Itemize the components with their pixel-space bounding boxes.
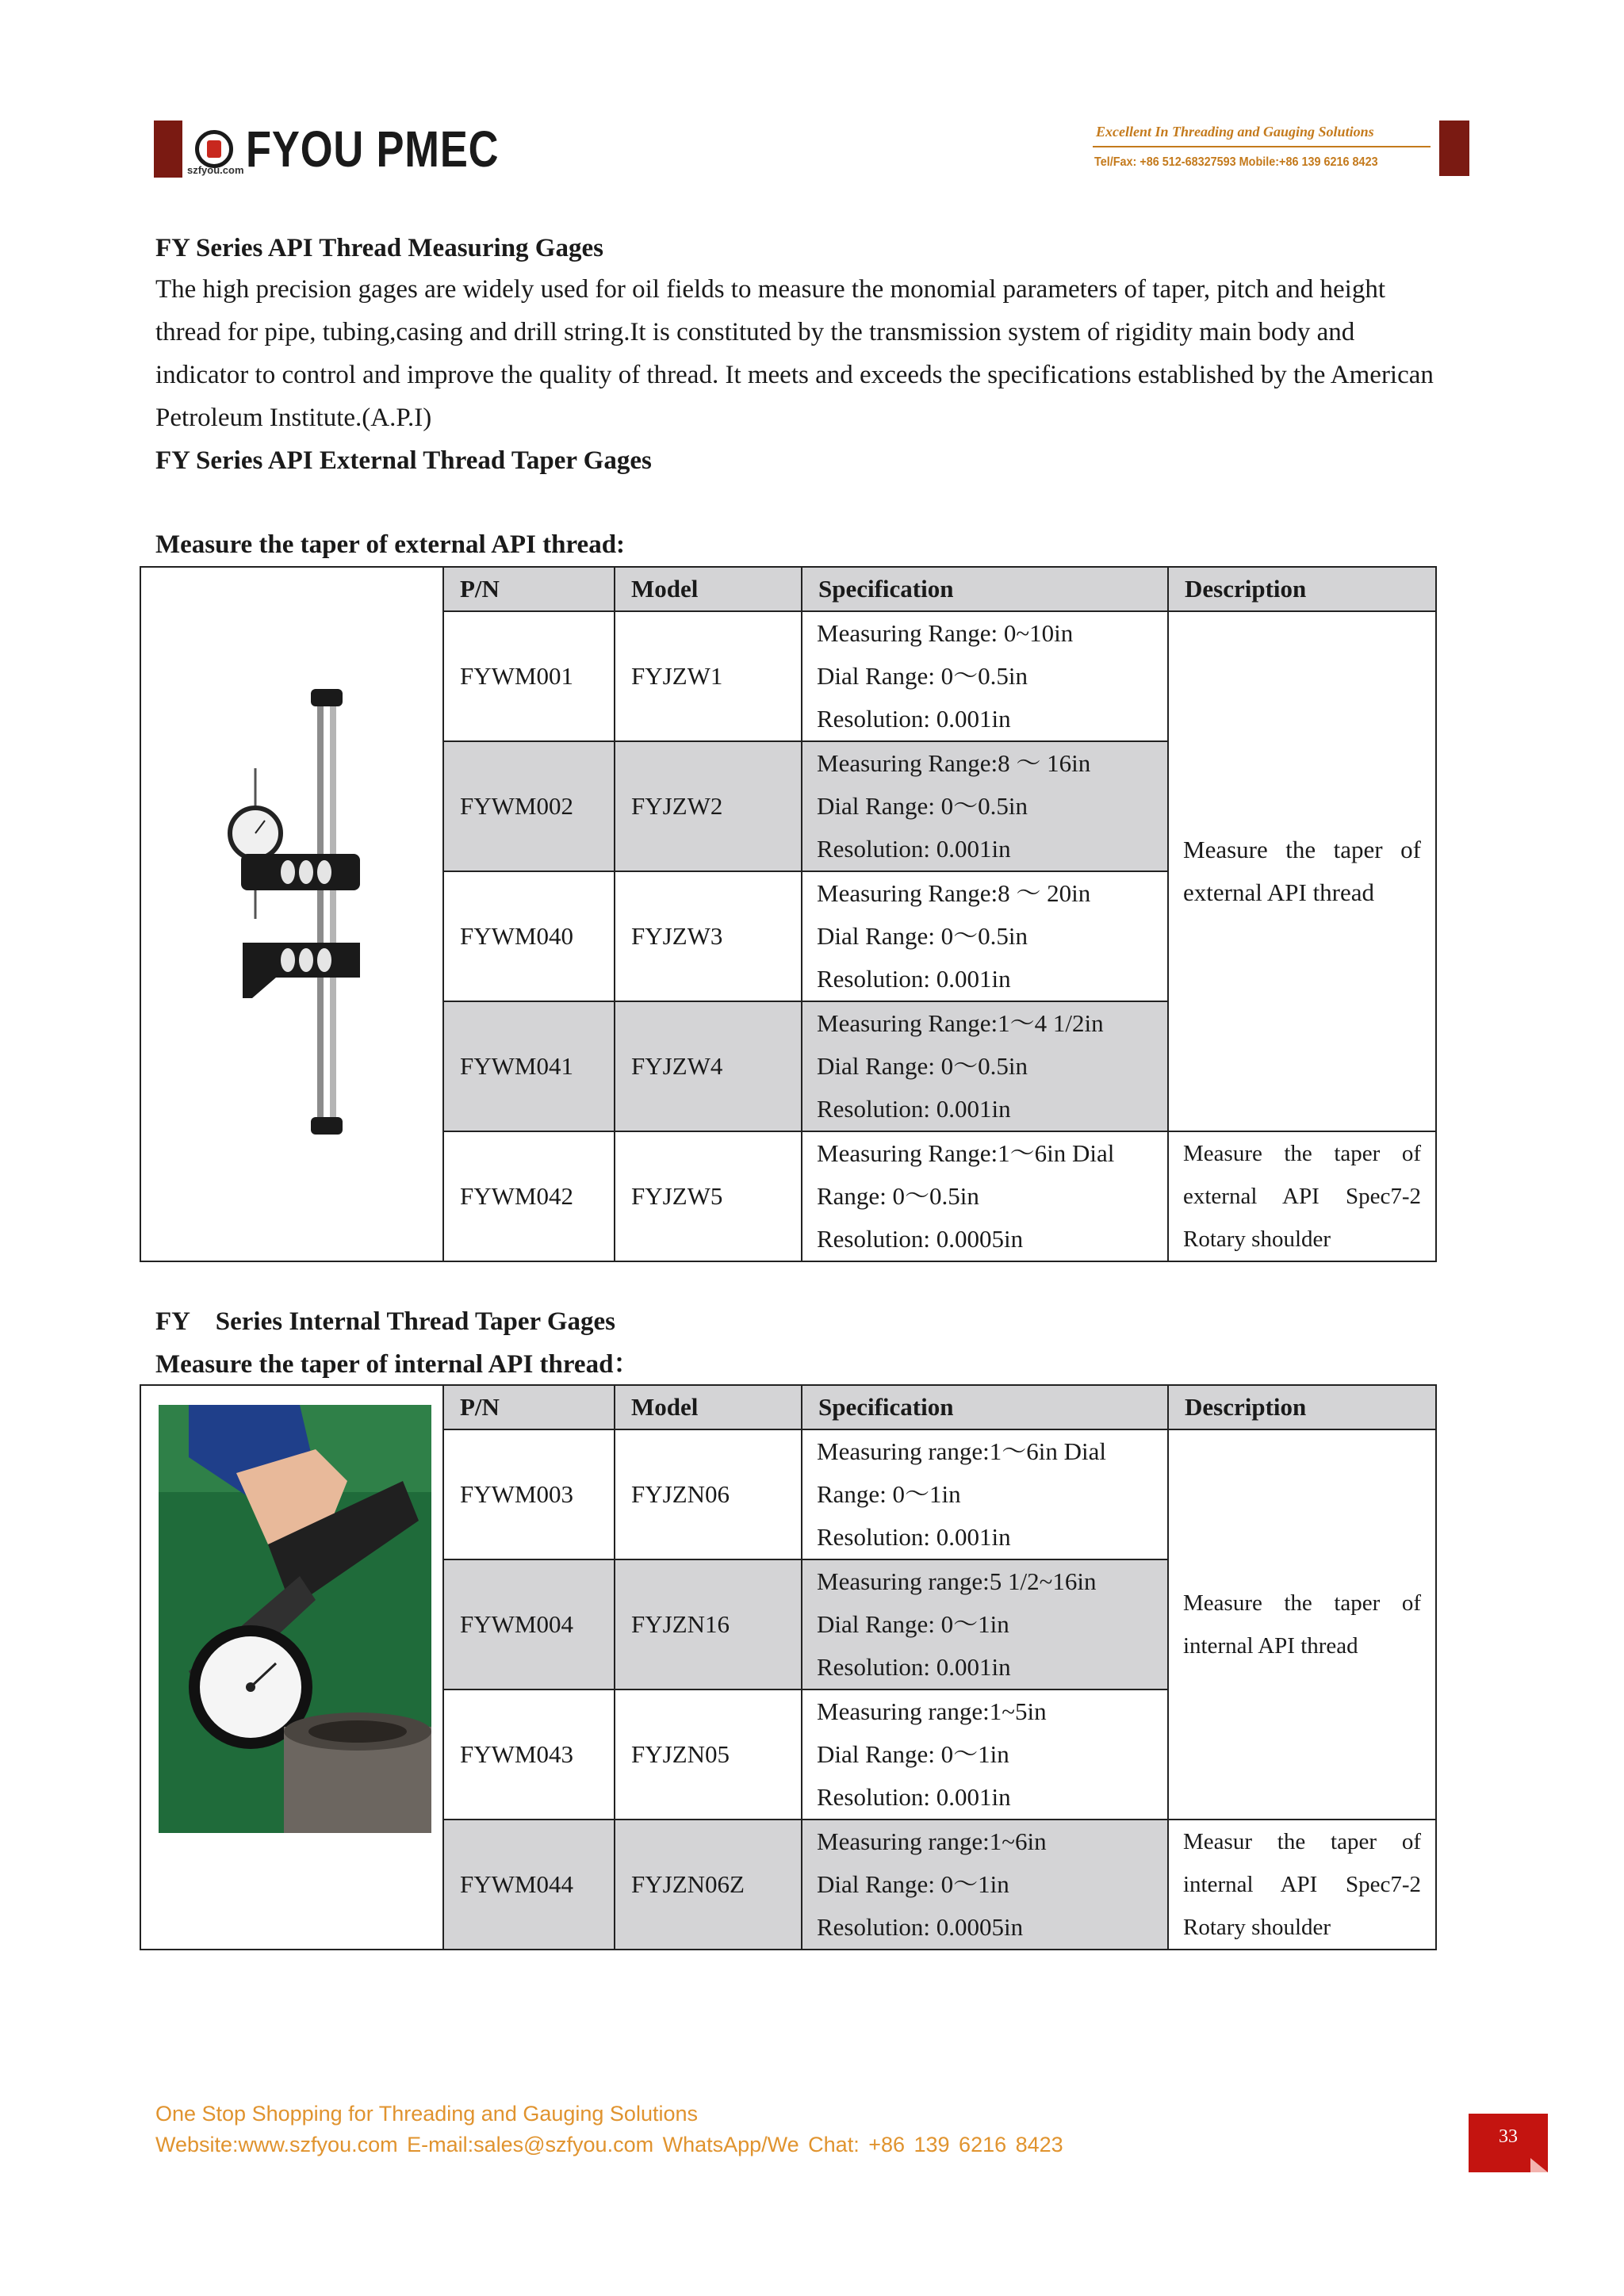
spec-line: Resolution: 0.0005in	[817, 1225, 1024, 1253]
column-header-description: Description	[1168, 567, 1436, 611]
description-cell	[1168, 611, 1436, 1131]
spec-line: Measuring range:5 1/2~16in	[817, 1567, 1097, 1595]
spec-cell	[802, 1429, 1168, 1559]
slogan-divider	[1093, 146, 1431, 147]
column-header-description: Description	[1168, 1385, 1436, 1429]
spec-cell	[802, 741, 1168, 871]
external-gage-image	[140, 567, 443, 1261]
spec-line: Measuring range:1~6in	[817, 1827, 1047, 1855]
description-cell	[1168, 1131, 1436, 1261]
pn-cell: FYWM042	[443, 1131, 615, 1261]
model-cell: FYJZW4	[615, 1001, 802, 1131]
column-header-spec: Specification	[802, 567, 1168, 611]
model-cell: FYJZN06	[615, 1429, 802, 1559]
spec-line: Range: 0～0.5in	[817, 1182, 979, 1210]
model-cell: FYJZW3	[615, 871, 802, 1001]
internal-gage-image	[140, 1385, 443, 1950]
spec-line: Measuring Range:1～6in Dial	[817, 1139, 1115, 1167]
spec-line: Dial Range: 0～1in	[817, 1610, 1009, 1638]
brand-name: FYOU PMEC	[246, 121, 500, 178]
spec-line: Resolution: 0.001in	[817, 1783, 1011, 1811]
footer-contact: Website:www.szfyou.com E-mail:sales@szfyou.com WhatsApp/We Chat: +86 139 6216 8423	[155, 2133, 1063, 2156]
pn-cell: FYWM043	[443, 1689, 615, 1820]
spec-cell	[802, 1559, 1168, 1689]
spec-line: Resolution: 0.001in	[817, 705, 1011, 733]
header-contact: Tel/Fax: +86 512-68327593 Mobile:+86 139 6216 8423	[1094, 155, 1378, 169]
pn-cell: FYWM004	[443, 1559, 615, 1689]
page-number-badge: 33	[1469, 2114, 1548, 2172]
spec-line: Range: 0～1in	[817, 1480, 961, 1508]
description-cell	[1168, 1429, 1436, 1820]
section-subtitle: FY Series API External Thread Taper Gages	[155, 446, 652, 475]
spec-line: Dial Range: 0～0.5in	[817, 922, 1028, 950]
description-text: Measure the taper of internal API thread	[1183, 1590, 1421, 1659]
section-title-internal: FY Series Internal Thread Taper Gages	[155, 1307, 615, 1336]
spec-cell	[802, 1820, 1168, 1950]
spec-line: Measuring range:1~5in	[817, 1697, 1047, 1725]
description-cell	[1168, 1820, 1436, 1950]
spec-line: Dial Range: 0～0.5in	[817, 662, 1028, 690]
spec-line: Measuring Range:8 ～ 16in	[817, 749, 1091, 777]
footer-tagline: One Stop Shopping for Threading and Gauging Solutions	[155, 2102, 698, 2126]
model-cell: FYJZN06Z	[615, 1820, 802, 1950]
pn-cell: FYWM041	[443, 1001, 615, 1131]
pn-cell: FYWM003	[443, 1429, 615, 1559]
intro-paragraph: The high precision gages are widely used for oil fields to measure the monomial parameters of taper, pitch and height thread for pipe, tubing,casing and drill string.It is constituted by the transmission system of rigidity main body and indicator to control and improve the quality of thread. It meets and exceeds the specifications established by the American Petroleum Institute.(A.P.I)	[155, 275, 1434, 432]
spec-cell	[802, 1689, 1168, 1820]
description-text: Measure the taper of external API Spec7-2 Rotary shoulder	[1183, 1141, 1421, 1252]
table-header-row	[140, 1385, 1436, 1429]
column-header-model: Model	[615, 567, 802, 611]
spec-line: Resolution: 0.001in	[817, 965, 1011, 993]
logo-icon	[195, 130, 233, 168]
pn-cell: FYWM002	[443, 741, 615, 871]
spec-cell	[802, 871, 1168, 1001]
spec-line: Resolution: 0.001in	[817, 1523, 1011, 1551]
model-cell: FYJZN05	[615, 1689, 802, 1820]
external-table-caption: Measure the taper of external API thread:	[155, 530, 626, 559]
model-cell: FYJZW5	[615, 1131, 802, 1261]
spec-cell	[802, 611, 1168, 741]
spec-line: Measuring Range:8 ～ 20in	[817, 879, 1091, 907]
spec-line: Dial Range: 0～1in	[817, 1740, 1009, 1768]
logo-subtext: szfyou.com	[187, 164, 244, 176]
pn-cell: FYWM001	[443, 611, 615, 741]
spec-line: Measuring Range:1～4 1/2in	[817, 1009, 1104, 1037]
description-text: Measure the taper of external API thread	[1183, 836, 1421, 906]
internal-gage-photo	[141, 1386, 442, 1941]
column-header-pn: P/N	[443, 1385, 615, 1429]
internal-table-caption: Measure the taper of internal API thread：	[155, 1350, 640, 1379]
pn-cell: FYWM040	[443, 871, 615, 1001]
external-gages-table	[140, 566, 1437, 1262]
column-header-pn: P/N	[443, 567, 615, 611]
spec-line: Resolution: 0.001in	[817, 1653, 1011, 1681]
spec-line: Resolution: 0.001in	[817, 1095, 1011, 1123]
spec-line: Measuring Range: 0~10in	[817, 619, 1074, 647]
spec-cell	[802, 1131, 1168, 1261]
model-cell: FYJZW2	[615, 741, 802, 871]
section-title: FY Series API Thread Measuring Gages	[155, 234, 603, 262]
header-slogan: Excellent In Threading and Gauging Solutions	[1096, 124, 1374, 140]
table-header-row	[140, 567, 1436, 611]
internal-gages-table	[140, 1384, 1437, 1950]
spec-line: Resolution: 0.001in	[817, 835, 1011, 863]
description-text: Measur the taper of internal API Spec7-2 Rotary shoulder	[1183, 1829, 1421, 1940]
spec-line: Measuring range:1～6in Dial	[817, 1437, 1107, 1465]
model-cell: FYJZW1	[615, 611, 802, 741]
header-bar-right	[1439, 121, 1469, 176]
column-header-spec: Specification	[802, 1385, 1168, 1429]
spec-line: Dial Range: 0～0.5in	[817, 1052, 1028, 1080]
model-cell: FYJZN16	[615, 1559, 802, 1689]
column-header-model: Model	[615, 1385, 802, 1429]
header-bar-left	[154, 121, 182, 178]
external-gage-illustration	[141, 570, 442, 1252]
spec-line: Dial Range: 0～1in	[817, 1870, 1009, 1898]
spec-cell	[802, 1001, 1168, 1131]
spec-line: Resolution: 0.0005in	[817, 1913, 1024, 1941]
pn-cell: FYWM044	[443, 1820, 615, 1950]
spec-line: Dial Range: 0～0.5in	[817, 792, 1028, 820]
